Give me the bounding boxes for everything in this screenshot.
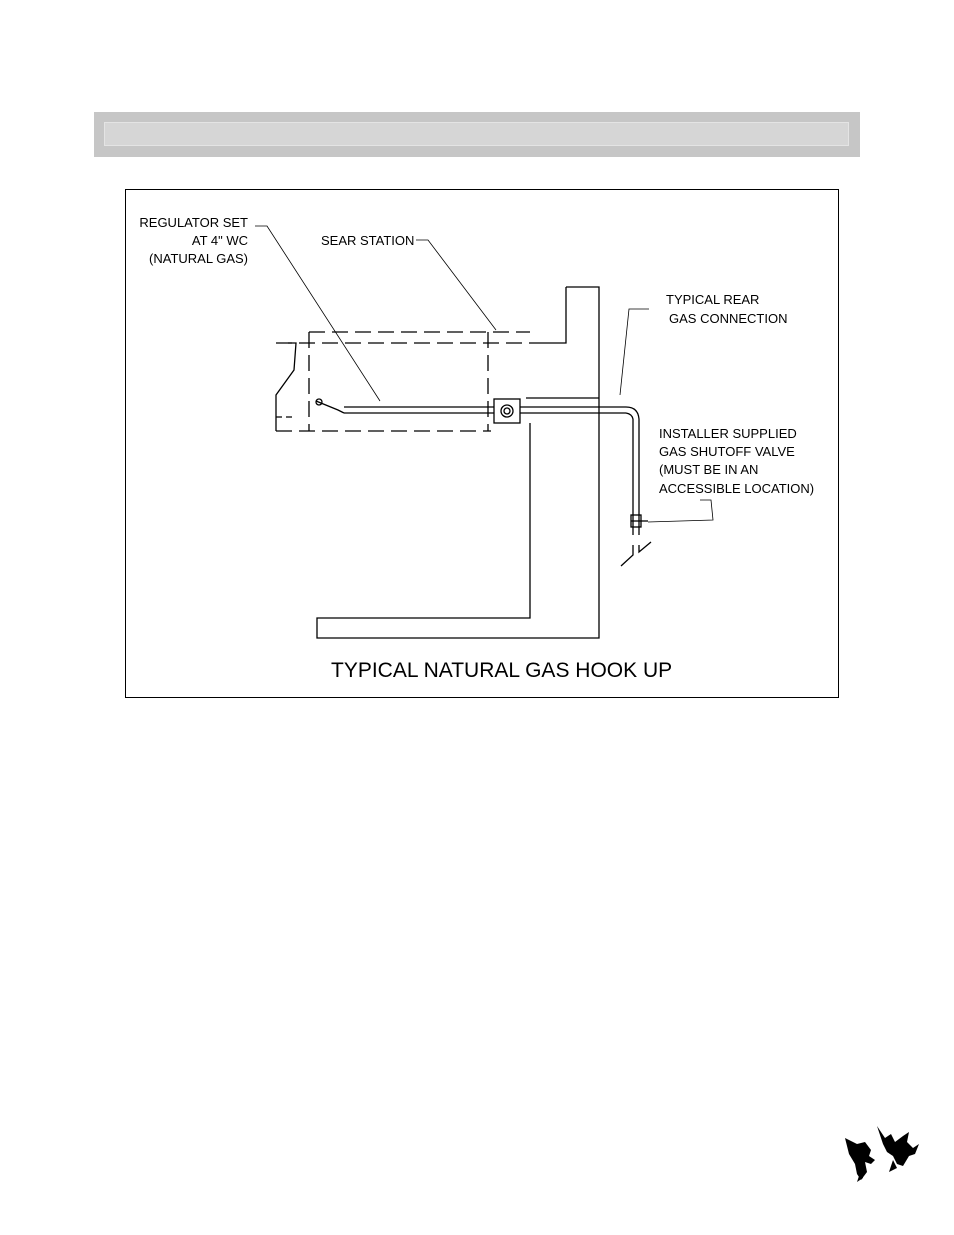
- regulator-block: [494, 399, 520, 423]
- diagram-drawing: [126, 190, 840, 699]
- section-header-bar: [94, 112, 860, 157]
- label-shutoff-line-1: INSTALLER SUPPLIED: [659, 426, 797, 441]
- gas-hookup-diagram: [125, 189, 839, 698]
- label-shutoff-line-2: GAS SHUTOFF VALVE: [659, 444, 795, 459]
- leader-lines: [255, 226, 713, 522]
- label-rear-connection-line-1: TYPICAL REAR: [666, 292, 760, 307]
- diagram-caption: TYPICAL NATURAL GAS HOOK UP: [331, 659, 673, 682]
- rear-wall-ledge: [526, 287, 599, 398]
- label-regulator-line-2: AT 4" WC: [191, 233, 248, 248]
- label-rear-connection: [666, 292, 787, 326]
- label-rear-connection-line-2: GAS CONNECTION: [669, 311, 788, 326]
- label-shutoff-valve: [659, 426, 814, 496]
- label-regulator: [139, 215, 248, 266]
- eagles-logo-icon: [843, 1120, 923, 1184]
- label-sear-station: SEAR STATION: [321, 233, 415, 248]
- label-shutoff-line-3: (MUST BE IN AN: [659, 462, 759, 477]
- break-line: [276, 343, 296, 431]
- rear-wall: [317, 287, 599, 638]
- appliance-body-outline: [276, 332, 530, 431]
- label-regulator-line-1: REGULATOR SET: [139, 215, 248, 230]
- label-shutoff-line-4: ACCESSIBLE LOCATION): [659, 481, 815, 496]
- label-regulator-line-3: (NATURAL GAS): [149, 251, 248, 266]
- main-gas-pipe: [316, 399, 651, 566]
- section-header-inner: [104, 122, 849, 146]
